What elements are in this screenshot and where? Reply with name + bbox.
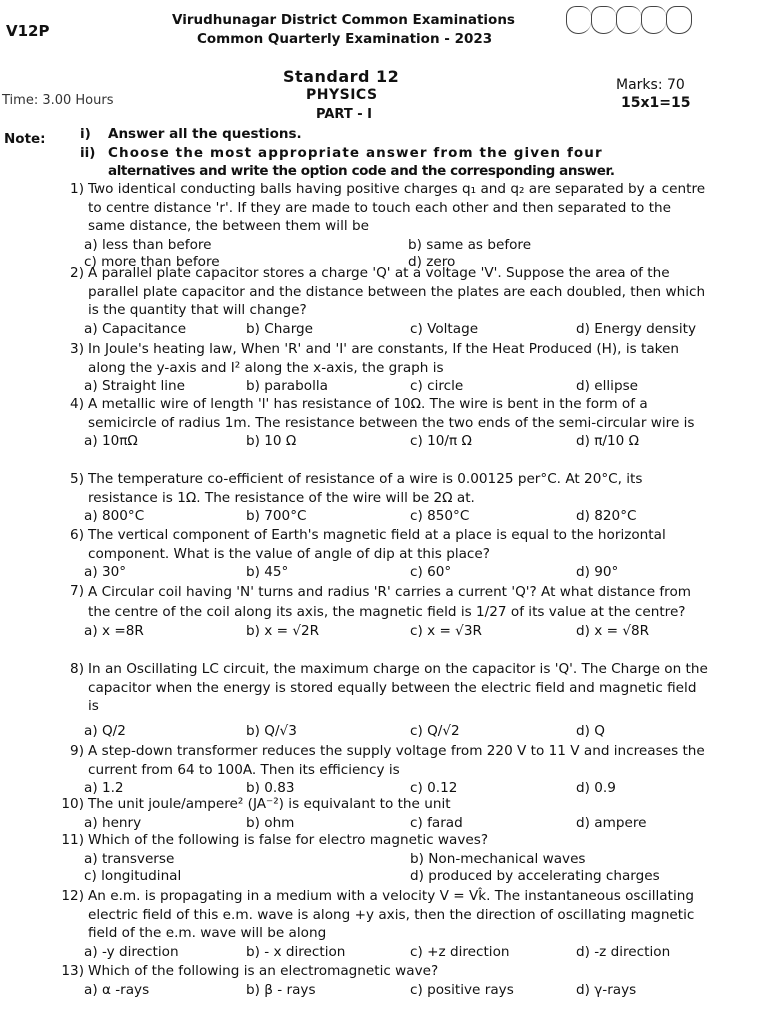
question-text: The unit joule/ampere² (JA⁻²) is equivalant to the unit <box>88 796 451 812</box>
question-text: A Circular coil having 'N' turns and radius 'R' carries a current 'Q'? At what distance from the centre of the coil along its axis, the magnetic field is 1/27 of its value at the centre? <box>88 584 692 620</box>
option-a: a) 1.2 <box>84 780 124 796</box>
register-box <box>641 6 666 34</box>
option-a: a) 10πΩ <box>84 433 138 449</box>
question-block <box>50 742 710 796</box>
option-b: b) Q/√3 <box>246 722 297 739</box>
option-a: a) -y direction <box>84 943 179 960</box>
question-text: The vertical component of Earth's magnetic field at a place is equal to the horizontal component. What is the value of angle of dip at this place? <box>88 527 666 562</box>
question-number: 12) <box>61 888 84 904</box>
option-c: c) 10/π Ω <box>410 433 472 449</box>
standard-title: Standard 12 <box>283 67 400 86</box>
note-text: Answer all the questions. <box>108 126 302 142</box>
question-number: 5) <box>70 471 84 487</box>
register-box <box>591 6 616 34</box>
district-heading: Virudhunagar District Common Examinations <box>172 12 515 28</box>
option-c: c) Q/√2 <box>410 722 460 739</box>
question-text: In an Oscillating LC circuit, the maximum charge on the capacitor is 'Q'. The Charge on the capacitor when the energy is stored equally between the electric field and magnetic field is <box>88 661 708 714</box>
option-b: b) Non-mechanical waves <box>410 850 586 867</box>
note-number: i) <box>80 126 91 142</box>
note-text: Choose the most appropriate answer from the given four <box>108 145 603 161</box>
question-block <box>50 887 710 960</box>
option-d: d) 820°C <box>576 508 637 524</box>
exam-heading: Common Quarterly Examination - 2023 <box>197 31 493 47</box>
question-text: A step-down transformer reduces the supply voltage from 220 V to 11 V and increases the current from 64 to 100A. Then its efficiency is <box>88 743 705 778</box>
option-c: c) x = √3R <box>410 623 482 639</box>
question-number: 11) <box>61 832 84 848</box>
option-c: c) 0.12 <box>410 780 458 796</box>
question-block <box>50 470 710 524</box>
question-text: Which of the following is an electromagnetic wave? <box>88 963 439 979</box>
option-d: d) -z direction <box>576 943 671 960</box>
option-b: b) x = √2R <box>246 623 320 639</box>
option-d: d) ellipse <box>576 378 639 394</box>
option-c: c) longitudinal <box>84 867 182 884</box>
question-number: 3) <box>70 341 84 357</box>
option-b: b) - x direction <box>246 943 346 960</box>
marks-label: Marks: 70 <box>616 77 685 93</box>
question-number: 4) <box>70 396 84 412</box>
question-number: 7) <box>70 583 84 599</box>
question-block <box>50 582 710 639</box>
question-text: A metallic wire of length 'l' has resistance of 10Ω. The wire is bent in the form of a semicircle of radius 1m. The resistance between the two ends of the semi-circular wire is <box>88 396 695 431</box>
question-text: In Joule's heating law, When 'R' and 'I' are constants, If the Heat Produced (H), is taken along the y-axis and I² along the x-axis, the graph is <box>88 341 680 376</box>
option-c: c) farad <box>410 814 463 831</box>
question-number: 6) <box>70 527 84 543</box>
note-number: ii) <box>80 145 96 161</box>
option-c: c) positive rays <box>410 981 514 998</box>
option-a: a) henry <box>84 814 142 831</box>
register-box <box>666 6 692 34</box>
question-block <box>50 660 710 746</box>
question-number: 2) <box>70 265 84 281</box>
question-block <box>50 395 710 452</box>
question-block <box>50 180 710 270</box>
exam-code: V12P <box>6 22 50 40</box>
note-label: Note: <box>4 131 46 147</box>
question-number: 1) <box>70 181 84 197</box>
option-d: d) 90° <box>576 564 619 580</box>
option-b: b) Charge <box>246 320 314 337</box>
question-block <box>50 831 710 884</box>
option-b: b) β - rays <box>246 981 316 998</box>
time-label: Time: 3.00 Hours <box>2 93 114 108</box>
option-b: b) parabolla <box>246 378 328 394</box>
question-block <box>50 795 710 831</box>
option-a: a) Q/2 <box>84 722 126 739</box>
note-text: alternatives and write the option code and the corresponding answer. <box>108 163 615 179</box>
question-block <box>50 526 710 580</box>
note-item <box>80 145 603 161</box>
option-d: d) π/10 Ω <box>576 433 640 449</box>
option-a: a) Capacitance <box>84 320 187 337</box>
option-c: c) +z direction <box>410 943 510 960</box>
question-block <box>50 962 710 998</box>
question-text: A parallel plate capacitor stores a charge 'Q' at a voltage 'V'. Suppose the area of the parallel plate capacitor and the distance between the plates are each doubled, then which is the quantity that will change? <box>88 265 706 318</box>
question-block <box>50 340 710 394</box>
question-text: The temperature co-efficient of resistance of a wire is 0.00125 per°C. At 20°C, its resistance is 1Ω. The resistance of the wire will be 2Ω at. <box>88 471 643 506</box>
register-number-boxes <box>566 6 692 34</box>
option-d: d) Q <box>576 722 605 739</box>
note-item <box>108 163 615 179</box>
question-block <box>50 264 710 337</box>
question-number: 10) <box>61 796 84 812</box>
question-number: 9) <box>70 743 84 759</box>
option-c: c) 850°C <box>410 508 470 524</box>
subject-title: PHYSICS <box>306 87 378 103</box>
option-d: d) γ-rays <box>576 981 637 998</box>
option-a: a) 800°C <box>84 508 145 524</box>
option-a: a) Straight line <box>84 378 186 394</box>
option-d: d) Energy density <box>576 320 697 337</box>
option-b: b) 700°C <box>246 508 307 524</box>
option-a: a) α -rays <box>84 981 150 998</box>
question-text: Which of the following is false for electro magnetic waves? <box>88 832 489 848</box>
note-item <box>80 126 302 142</box>
option-b: b) same as before <box>408 236 532 253</box>
option-c: c) more than before <box>84 253 220 270</box>
option-b: b) 45° <box>246 564 289 580</box>
option-a: a) x =8R <box>84 623 144 639</box>
register-box <box>566 6 591 34</box>
option-a: a) 30° <box>84 564 127 580</box>
option-b: b) 10 Ω <box>246 433 297 449</box>
option-d: d) x = √8R <box>576 623 650 639</box>
option-d: d) 0.9 <box>576 780 616 796</box>
option-a: a) transverse <box>84 850 175 867</box>
register-box <box>616 6 641 34</box>
question-text: Two identical conducting balls having positive charges q₁ and q₂ are separated by a centre to centre distance 'r'. If they are made to touch each other and then separated to the same distance, the between them will be <box>88 181 706 234</box>
question-number: 8) <box>70 661 84 677</box>
marks-scheme: 15x1=15 <box>621 95 691 111</box>
option-b: b) ohm <box>246 814 295 831</box>
option-c: c) Voltage <box>410 320 479 337</box>
question-number: 13) <box>61 963 84 979</box>
option-c: c) 60° <box>410 564 452 580</box>
question-text: An e.m. is propagating in a medium with a velocity V = Vk̂. The instantaneous oscillating electric field of this e.m. wave is along +y axis, then the direction of oscillating magnetic field of the e.m. wave will be along <box>88 888 695 941</box>
option-d: d) produced by accelerating charges <box>410 867 660 884</box>
option-d: d) ampere <box>576 814 647 831</box>
option-b: b) 0.83 <box>246 780 295 796</box>
part-title: PART - I <box>316 107 372 122</box>
option-d: d) zero <box>408 253 456 270</box>
option-a: a) less than before <box>84 236 212 253</box>
option-c: c) circle <box>410 378 464 394</box>
